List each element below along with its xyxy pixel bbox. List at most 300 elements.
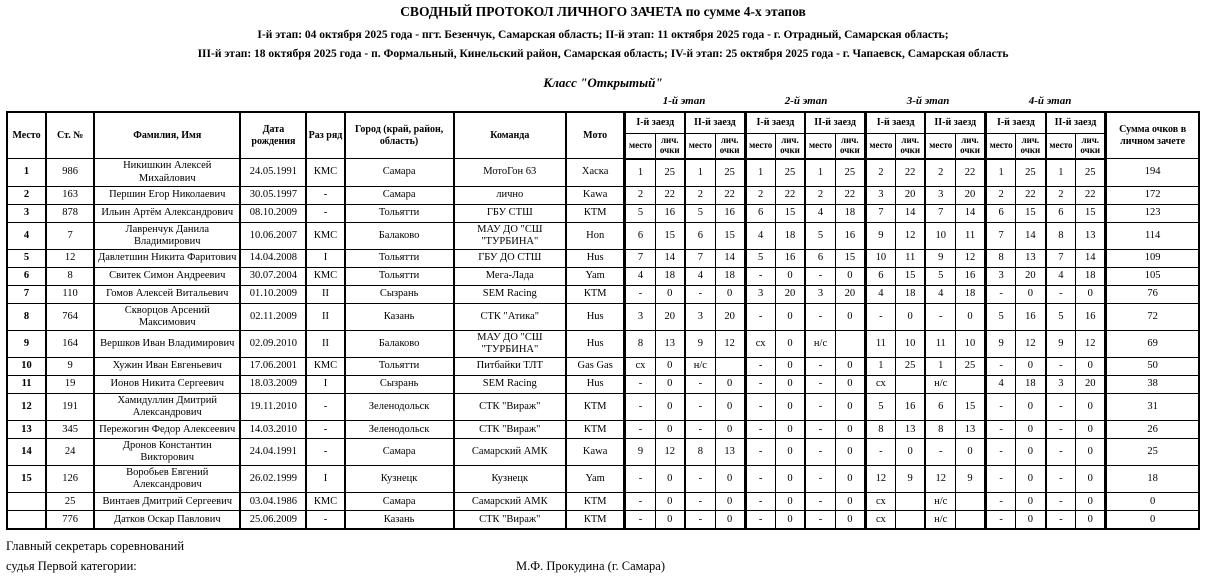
cell-race-points: 20 [956, 186, 986, 204]
cell-total: 31 [1106, 393, 1199, 420]
cell-team: лично [454, 186, 566, 204]
cell-race-points: 0 [715, 285, 745, 303]
cell-race-points: 0 [655, 511, 685, 530]
cell-race-points: 16 [1076, 303, 1106, 330]
cell-race-points: 20 [715, 303, 745, 330]
cell-rank: II [306, 330, 344, 357]
cell-city: Кузнецк [345, 466, 454, 493]
cell-race-points: 16 [715, 204, 745, 222]
cell-race-points: 0 [715, 466, 745, 493]
sub-header-place: место [1046, 133, 1076, 159]
cell-number: 24 [46, 439, 94, 466]
cell-race-place: н/с [925, 511, 955, 530]
cell-race-place: - [1046, 421, 1076, 439]
cell-team: СТК "Атика" [454, 303, 566, 330]
cell-city: Тольятти [345, 204, 454, 222]
cell-total: 109 [1106, 249, 1199, 267]
cell-race-place: 4 [805, 204, 835, 222]
cell-race-place: - [805, 267, 835, 285]
table-row [7, 222, 1199, 249]
cell-number: 191 [46, 393, 94, 420]
cell-city: Тольятти [345, 249, 454, 267]
cell-race-points: 18 [1076, 267, 1106, 285]
cell-race-points: 0 [835, 421, 865, 439]
cell-city: Сызрань [345, 375, 454, 393]
cell-race-place: 5 [805, 222, 835, 249]
cell-race-place: 8 [685, 439, 715, 466]
cell-place: 10 [7, 357, 46, 375]
table-row [7, 204, 1199, 222]
cell-race-points [956, 493, 986, 511]
cell-total: 38 [1106, 375, 1199, 393]
sub-header-place: место [625, 133, 655, 159]
cell-moto: Hus [566, 330, 625, 357]
cell-race-points: 0 [775, 357, 805, 375]
cell-race-place: - [1046, 357, 1076, 375]
cell-name: Давлетшин Никита Фаритович [94, 249, 240, 267]
cell-rank: - [306, 186, 344, 204]
cell-race-place: 1 [685, 159, 715, 186]
cell-race-place: 3 [805, 285, 835, 303]
cell-race-place: 1 [865, 357, 895, 375]
cell-race-place: 5 [1046, 303, 1076, 330]
cell-race-points: 25 [835, 159, 865, 186]
cell-race-points: 0 [1016, 493, 1046, 511]
cell-race-place: 2 [625, 186, 655, 204]
cell-moto: КТМ [566, 511, 625, 530]
cell-number: 764 [46, 303, 94, 330]
cell-city: Балаково [345, 222, 454, 249]
cell-race-place: - [865, 439, 895, 466]
cell-race-points: 22 [1016, 186, 1046, 204]
cell-race-points: 18 [775, 222, 805, 249]
cell-race-place: - [805, 421, 835, 439]
cell-race-points: 10 [895, 330, 925, 357]
cell-race-points: 16 [655, 204, 685, 222]
cell-race-points: 0 [1076, 357, 1106, 375]
cell-name: Гомов Алексей Витальевич [94, 285, 240, 303]
cell-team: Самарский АМК [454, 493, 566, 511]
cell-race-place: - [625, 285, 655, 303]
cell-race-points: 0 [895, 439, 925, 466]
cell-rank: - [306, 393, 344, 420]
table-row [7, 393, 1199, 420]
cell-city: Тольятти [345, 267, 454, 285]
cell-race-place: 12 [865, 466, 895, 493]
cell-total: 18 [1106, 466, 1199, 493]
cell-race-place: 5 [625, 204, 655, 222]
cell-race-points: 0 [655, 375, 685, 393]
cell-race-place: - [925, 303, 955, 330]
cell-race-points: 0 [835, 375, 865, 393]
cell-rank: - [306, 511, 344, 530]
cell-race-points: 22 [775, 186, 805, 204]
cell-race-place: - [805, 357, 835, 375]
cell-race-points: 0 [1076, 511, 1106, 530]
cell-name: Ильин Артём Александрович [94, 204, 240, 222]
cell-race-place: - [986, 466, 1016, 493]
cell-race-points: 22 [895, 159, 925, 186]
cell-race-place: 9 [625, 439, 655, 466]
cell-race-points: 16 [1016, 303, 1046, 330]
cell-race-place: - [745, 393, 775, 420]
cell-race-place: 9 [865, 222, 895, 249]
cell-race-place: - [986, 493, 1016, 511]
cell-race-place: 9 [925, 249, 955, 267]
cell-moto: КТМ [566, 204, 625, 222]
cell-total: 114 [1106, 222, 1199, 249]
cell-place: 15 [7, 466, 46, 493]
cell-rank: - [306, 439, 344, 466]
cell-race-place: 6 [805, 249, 835, 267]
cell-race-place: - [986, 511, 1016, 530]
cell-race-points: 13 [895, 421, 925, 439]
cell-race-place: 5 [925, 267, 955, 285]
cell-race-place: сх [745, 330, 775, 357]
cell-race-place: 2 [925, 159, 955, 186]
cell-race-points: 15 [775, 204, 805, 222]
stage-label: 2-й этап [784, 94, 828, 107]
cell-race-points: 0 [835, 303, 865, 330]
cell-total: 26 [1106, 421, 1199, 439]
race-header: II-й заезд [1046, 112, 1106, 134]
cell-race-place: - [1046, 466, 1076, 493]
cell-race-points: 18 [715, 267, 745, 285]
cell-race-place: - [625, 393, 655, 420]
cell-name: Скворцов Арсений Максимович [94, 303, 240, 330]
cell-race-points: 13 [655, 330, 685, 357]
cell-race-points: 13 [956, 421, 986, 439]
cell-total: 69 [1106, 330, 1199, 357]
cell-dob: 02.11.2009 [240, 303, 306, 330]
cell-name: Пережогин Федор Алексеевич [94, 421, 240, 439]
cell-race-place: 3 [1046, 375, 1076, 393]
cell-rank: II [306, 285, 344, 303]
cell-race-place: 8 [925, 421, 955, 439]
cell-race-points: 0 [655, 285, 685, 303]
cell-race-place: 7 [986, 222, 1016, 249]
cell-race-place: 4 [865, 285, 895, 303]
cell-race-points: 0 [715, 375, 745, 393]
cell-race-points: 0 [775, 466, 805, 493]
cell-place: 6 [7, 267, 46, 285]
cell-race-points: 16 [895, 393, 925, 420]
cell-race-place: 2 [1046, 186, 1076, 204]
cell-rank: КМС [306, 159, 344, 186]
cell-race-points: 0 [1076, 493, 1106, 511]
cell-race-place: 10 [865, 249, 895, 267]
sub-header-points: лич. очки [715, 133, 745, 159]
table-row [7, 285, 1199, 303]
cell-race-place: - [805, 511, 835, 530]
cell-race-place: - [685, 493, 715, 511]
col-header-total: Сумма очков в личном зачете [1106, 112, 1199, 159]
cell-city: Самара [345, 186, 454, 204]
cell-rank: КМС [306, 357, 344, 375]
cell-rank: КМС [306, 267, 344, 285]
cell-race-points: 20 [835, 285, 865, 303]
cell-race-points: 22 [715, 186, 745, 204]
footer-signature: М.Ф. Прокудина (г. Самара) [516, 558, 666, 573]
cell-race-points: 25 [1016, 159, 1046, 186]
cell-total: 123 [1106, 204, 1199, 222]
cell-race-place: 5 [745, 249, 775, 267]
cell-total: 105 [1106, 267, 1199, 285]
cell-race-place: 1 [805, 159, 835, 186]
cell-race-place: - [745, 466, 775, 493]
cell-race-place: 4 [625, 267, 655, 285]
cell-race-points: 0 [1076, 285, 1106, 303]
cell-city: Казань [345, 511, 454, 530]
cell-dob: 17.06.2001 [240, 357, 306, 375]
cell-place: 9 [7, 330, 46, 357]
cell-race-points: 16 [775, 249, 805, 267]
cell-race-points: 0 [655, 393, 685, 420]
cell-race-points: 0 [775, 439, 805, 466]
cell-total: 172 [1106, 186, 1199, 204]
cell-race-place: - [745, 421, 775, 439]
cell-race-points: 14 [956, 204, 986, 222]
cell-moto: Hus [566, 249, 625, 267]
cell-dob: 02.09.2010 [240, 330, 306, 357]
cell-race-points: 22 [835, 186, 865, 204]
cell-race-points: 15 [1076, 204, 1106, 222]
cell-city: Тольятти [345, 357, 454, 375]
cell-race-points: 9 [895, 466, 925, 493]
cell-race-points: 22 [655, 186, 685, 204]
cell-race-place: - [625, 421, 655, 439]
sub-header-points: лич. очки [655, 133, 685, 159]
cell-place: 3 [7, 204, 46, 222]
cell-place: 13 [7, 421, 46, 439]
cell-race-points: 13 [1016, 249, 1046, 267]
cell-race-points: 18 [1016, 375, 1046, 393]
cell-rank: I [306, 375, 344, 393]
cell-dob: 08.10.2009 [240, 204, 306, 222]
cell-race-place: 11 [925, 330, 955, 357]
doc-footer [6, 537, 1200, 576]
cell-race-points: 0 [1076, 421, 1106, 439]
cell-race-points: 0 [895, 303, 925, 330]
cell-race-place: 2 [865, 159, 895, 186]
cell-race-points: 12 [715, 330, 745, 357]
cell-race-place: 6 [745, 204, 775, 222]
doc-subtitle [6, 26, 1200, 64]
sub-header-points: лич. очки [1076, 133, 1106, 159]
cell-dob: 30.07.2004 [240, 267, 306, 285]
cell-moto: Hus [566, 303, 625, 330]
cell-dob: 01.10.2009 [240, 285, 306, 303]
cell-number: 345 [46, 421, 94, 439]
cell-rank: II [306, 303, 344, 330]
cell-race-points: 0 [835, 466, 865, 493]
cell-race-points: 13 [715, 439, 745, 466]
cell-rank: - [306, 204, 344, 222]
cell-name: Хамидуллин Дмитрий Александрович [94, 393, 240, 420]
cell-race-place: - [986, 421, 1016, 439]
cell-race-place: - [685, 466, 715, 493]
table-row [7, 159, 1199, 186]
cell-name: Хужин Иван Евгеньевич [94, 357, 240, 375]
cell-race-place: 3 [625, 303, 655, 330]
sub-header-place: место [745, 133, 775, 159]
cell-race-points: 22 [1076, 186, 1106, 204]
cell-name: Никишкин Алексей Михайлович [94, 159, 240, 186]
table-row [7, 330, 1199, 357]
cell-number: 776 [46, 511, 94, 530]
cell-moto: Hon [566, 222, 625, 249]
cell-number: 12 [46, 249, 94, 267]
cell-race-place: 7 [925, 204, 955, 222]
cell-dob: 14.03.2010 [240, 421, 306, 439]
cell-race-place: 7 [865, 204, 895, 222]
cell-race-points: 20 [1016, 267, 1046, 285]
cell-race-place: н/с [805, 330, 835, 357]
cell-race-points [895, 511, 925, 530]
table-row [7, 493, 1199, 511]
cell-name: Ионов Никита Сергеевич [94, 375, 240, 393]
results-table [6, 111, 1200, 530]
cell-race-place: 9 [685, 330, 715, 357]
stage-label: 1-й этап [662, 94, 706, 107]
col-header-number: Ст. № [46, 112, 94, 159]
cell-race-place: - [625, 511, 655, 530]
cell-city: Зеленодольск [345, 393, 454, 420]
cell-race-place: 9 [986, 330, 1016, 357]
cell-team: Самарский АМК [454, 439, 566, 466]
cell-dob: 18.03.2009 [240, 375, 306, 393]
cell-race-place: 1 [745, 159, 775, 186]
col-header-rank: Раз ряд [306, 112, 344, 159]
col-header-name: Фамилия, Имя [94, 112, 240, 159]
cell-rank: КМС [306, 222, 344, 249]
cell-race-points: 0 [775, 421, 805, 439]
cell-race-points: 0 [655, 357, 685, 375]
cell-team: СТК "Вираж" [454, 511, 566, 530]
cell-city: Сызрань [345, 285, 454, 303]
cell-team: МАУ ДО "СШ "ТУРБИНА" [454, 222, 566, 249]
cell-race-points: 0 [835, 267, 865, 285]
cell-race-place: 4 [685, 267, 715, 285]
cell-moto: Kawa [566, 186, 625, 204]
cell-race-place: н/с [685, 357, 715, 375]
cell-name: Датков Оскар Павлович [94, 511, 240, 530]
cell-city: Самара [345, 159, 454, 186]
cell-race-place: - [745, 439, 775, 466]
col-header-team: Команда [454, 112, 566, 159]
cell-moto: КТМ [566, 421, 625, 439]
cell-race-place: - [625, 493, 655, 511]
cell-race-points: 25 [956, 357, 986, 375]
cell-race-points [956, 511, 986, 530]
cell-race-place: 6 [986, 204, 1016, 222]
cell-name: Першин Егор Николаевич [94, 186, 240, 204]
cell-race-place: - [1046, 511, 1076, 530]
cell-race-points: 18 [956, 285, 986, 303]
cell-dob: 24.04.1991 [240, 439, 306, 466]
cell-number: 164 [46, 330, 94, 357]
cell-race-points: 0 [1016, 439, 1046, 466]
cell-race-place: 3 [925, 186, 955, 204]
sub-header-points: лич. очки [775, 133, 805, 159]
cell-total: 76 [1106, 285, 1199, 303]
cell-race-place: - [805, 493, 835, 511]
cell-race-points: 0 [775, 267, 805, 285]
cell-race-place: 2 [986, 186, 1016, 204]
col-header-dob: Дата рождения [240, 112, 306, 159]
cell-race-points: 18 [835, 204, 865, 222]
cell-race-points: 16 [956, 267, 986, 285]
cell-total: 72 [1106, 303, 1199, 330]
cell-race-points: 0 [775, 375, 805, 393]
table-row [7, 466, 1199, 493]
cell-race-points: 0 [956, 439, 986, 466]
cell-place: 11 [7, 375, 46, 393]
cell-race-place: 7 [685, 249, 715, 267]
cell-race-points: 20 [895, 186, 925, 204]
cell-place: 14 [7, 439, 46, 466]
cell-race-points: 0 [835, 393, 865, 420]
cell-dob: 10.06.2007 [240, 222, 306, 249]
cell-moto: Yam [566, 466, 625, 493]
cell-rank: - [306, 421, 344, 439]
cell-race-points: 0 [1016, 511, 1046, 530]
cell-race-place: 6 [1046, 204, 1076, 222]
cell-race-points: 0 [1016, 357, 1046, 375]
cell-race-points: 12 [956, 249, 986, 267]
cell-number: 878 [46, 204, 94, 222]
cell-race-points: 0 [715, 393, 745, 420]
cell-rank: КМС [306, 493, 344, 511]
cell-race-place: - [805, 393, 835, 420]
table-row [7, 421, 1199, 439]
cell-race-place: - [805, 303, 835, 330]
cell-race-points: 12 [655, 439, 685, 466]
cell-race-points: 25 [895, 357, 925, 375]
cell-number: 7 [46, 222, 94, 249]
cell-team: Кузнецк [454, 466, 566, 493]
cell-moto: Gas Gas [566, 357, 625, 375]
cell-name: Воробьев Евгений Александрович [94, 466, 240, 493]
cell-race-place: - [745, 511, 775, 530]
cell-race-place: - [925, 439, 955, 466]
cell-race-place: - [745, 267, 775, 285]
cell-race-place: - [1046, 393, 1076, 420]
cell-race-place: 12 [925, 466, 955, 493]
cell-race-points [895, 493, 925, 511]
cell-rank: I [306, 466, 344, 493]
cell-race-points: 0 [1016, 421, 1046, 439]
cell-moto: Hus [566, 375, 625, 393]
cell-race-place: - [1046, 439, 1076, 466]
cell-race-points: 0 [835, 493, 865, 511]
cell-race-points: 20 [775, 285, 805, 303]
cell-race-place: 3 [685, 303, 715, 330]
cell-race-points: 22 [956, 159, 986, 186]
cell-race-points: 15 [655, 222, 685, 249]
cell-race-points: 0 [775, 303, 805, 330]
cell-race-place: - [986, 285, 1016, 303]
table-row [7, 186, 1199, 204]
cell-race-points: 12 [1076, 330, 1106, 357]
cell-race-points: 0 [1076, 393, 1106, 420]
sub-header-points: лич. очки [956, 133, 986, 159]
cell-total: 50 [1106, 357, 1199, 375]
cell-team: ГБУ СТШ [454, 204, 566, 222]
cell-place: 12 [7, 393, 46, 420]
cell-race-place: - [745, 303, 775, 330]
cell-race-points: 25 [655, 159, 685, 186]
